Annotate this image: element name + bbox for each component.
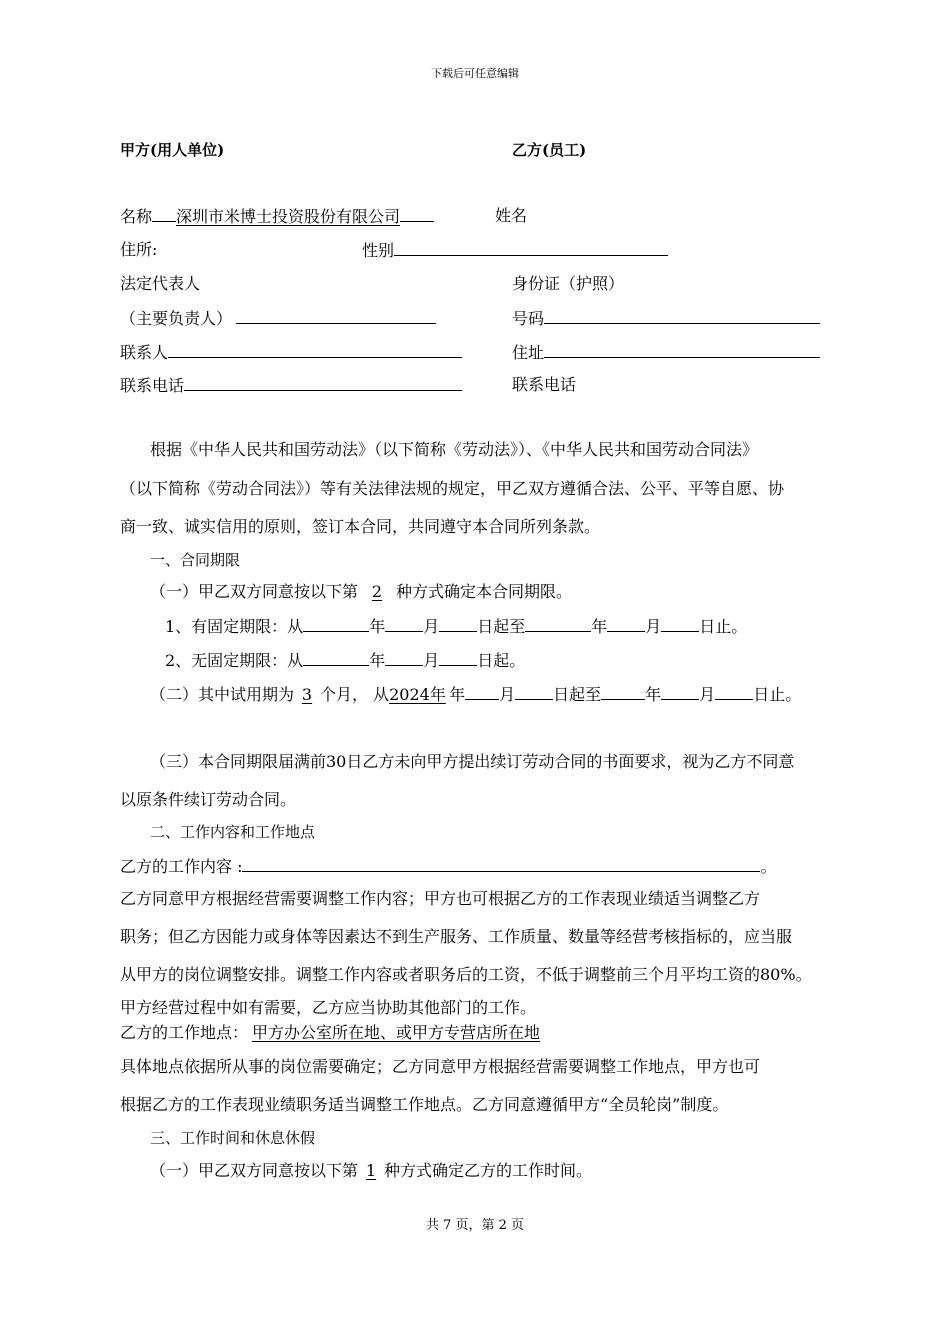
id-number-line [544,308,820,324]
item3-line-2: 以原条件续订劳动合同。 [120,790,297,809]
gender-line [394,240,668,256]
s3-item1-post: 种方式确定乙方的工作时间。 [384,1161,593,1180]
work-content-end: 。 [760,857,777,876]
blank [661,684,699,700]
month-label: 月 [645,617,662,636]
residence-row [512,342,820,363]
s2-p2: 甲方经营过程中如有需要，乙方应当协助其他部门的工作。 [120,998,537,1017]
principal-line [236,308,436,324]
blank [515,684,553,700]
item1-post: 种方式确定本合同期限。 [396,582,573,601]
work-location-row [120,1023,562,1043]
year-label: 年 [591,617,608,636]
blank [303,616,369,632]
blank [525,616,591,632]
work-location-label: 乙方的工作地点： [120,1023,249,1042]
item3-line-1: （三）本合同期限届满前30日乙方未向甲方提出续订劳动合同的书面要求，视为乙方不同意 [150,752,795,771]
section2-heading: 二、工作内容和工作地点 [150,823,316,841]
blank [607,616,645,632]
contact-row [120,342,462,363]
probation-row [150,684,801,705]
person-name-label: 姓名 [495,206,528,225]
id-number-label: 号码 [512,309,545,328]
probation-pre: （二）其中试用期为 [150,685,295,704]
month-label: 月 [423,617,440,636]
gender-label: 性别 [362,241,395,260]
phone-label: 联系电话 [120,376,185,395]
fixed-term-row [165,616,747,637]
work-location-value: 甲方办公室所在地、或甲方专营店所在地 [252,1023,541,1042]
month-label: 月 [423,651,440,670]
blank [715,684,753,700]
until-label: 日止。 [753,685,802,704]
blank [439,650,477,666]
term-method-value: 2 [371,582,383,601]
address-label: 住所: [120,240,158,259]
phone-line [184,375,462,391]
blank [303,650,369,666]
unfixed-term-label: 2、无固定期限：从 [165,651,304,670]
id-label: 身份证（护照） [512,274,625,293]
from-label: 日起至 [553,685,602,704]
month-label: 月 [499,685,516,704]
year-label: 年 [645,685,662,704]
s2-p1-line-2: 职务；但乙方因能力或身体等因素达不到生产服务、工作质量、数量等经营考核指标的，应当服 [120,927,793,946]
contact-line [168,342,462,358]
s2-p1-line-3: 从甲方的岗位调整安排。调整工作内容或者职务后的工资，不低于调整前三个月平均工资的80%。 [120,965,812,984]
contact-label: 联系人 [120,343,169,362]
work-content-line [242,856,760,872]
month-label: 月 [699,685,716,704]
party-a-title: 甲方(用人单位) [120,141,225,159]
blank [385,616,423,632]
legal-rep-label: 法定代表人 [120,274,201,293]
company-name: 深圳市米博士投资股份有限公司 [176,207,401,226]
phone-b-label: 联系电话 [512,375,577,394]
probation-start-year-value: 2024年 [389,685,446,704]
residence-label: 住址 [512,343,545,362]
blank [385,650,423,666]
name-line-lead [152,206,176,222]
residence-line [544,342,820,358]
s2-p3-line-2: 根据乙方的工作表现业绩职务适当调整工作地点。乙方同意遵循甲方“全员轮岗”制度。 [120,1095,729,1114]
work-content-label: 乙方的工作内容 : [120,857,243,876]
section3-heading: 三、工作时间和休息休假 [150,1129,316,1147]
section1-heading: 一、合同期限 [150,551,241,569]
s2-p1-line-1: 乙方同意甲方根据经营需要调整工作内容；甲方也可根据乙方的工作表现业绩适当调整乙方 [120,889,761,908]
item1-pre: （一）甲乙双方同意按以下第 [150,582,359,601]
party-b-title: 乙方(员工) [512,141,587,159]
from-label: 日起至 [477,617,526,636]
year-label: 年 [369,651,386,670]
principal-label: （主要负责人） [120,309,233,328]
probation-months-value: 3 [301,685,313,704]
blank [439,616,477,632]
blank [661,616,699,632]
intro-line-3: 商一致、诚实信用的原则，签订本合同，共同遵守本合同所列条款。 [120,517,601,536]
fixed-term-label: 1、有固定期限：从 [165,617,304,636]
start-label: 日起。 [477,651,526,670]
blank [601,684,645,700]
intro-line-2: （以下简称《劳动合同法》）等有关法律法规的规定，甲乙双方遵循合法、公平、平等自愿、协 [120,479,785,498]
year-label: 年 [449,685,466,704]
year-label: 年 [369,617,386,636]
probation-mid: 个月， 从 [320,685,390,704]
company-name-row [120,206,434,227]
intro-line-1: 根据《中华人民共和国劳动法》（以下简称《劳动法》）、《中华人民共和国劳动合同法》 [150,440,759,459]
work-content-row [120,856,777,877]
principal-row [120,308,436,329]
id-number-row [512,308,820,329]
phone-row [120,375,462,396]
section1-item1 [150,582,572,602]
page-number: 共 7 页，第 2 页 [425,1218,525,1233]
name-label: 名称 [120,207,153,226]
until-label: 日止。 [699,617,748,636]
name-line-tail [400,206,434,222]
gender-row [362,240,668,261]
header-note: 下载后可任意编辑 [431,67,519,80]
unfixed-term-row [165,650,525,671]
blank [465,684,499,700]
work-time-method-value: 1 [365,1161,377,1180]
s2-p3-line-1: 具体地点依据所从事的岗位需要确定；乙方同意甲方根据经营需要调整工作地点，甲方也可 [120,1057,761,1076]
s3-item1-pre: （一）甲乙双方同意按以下第 [150,1161,359,1180]
section3-item1 [150,1161,592,1181]
